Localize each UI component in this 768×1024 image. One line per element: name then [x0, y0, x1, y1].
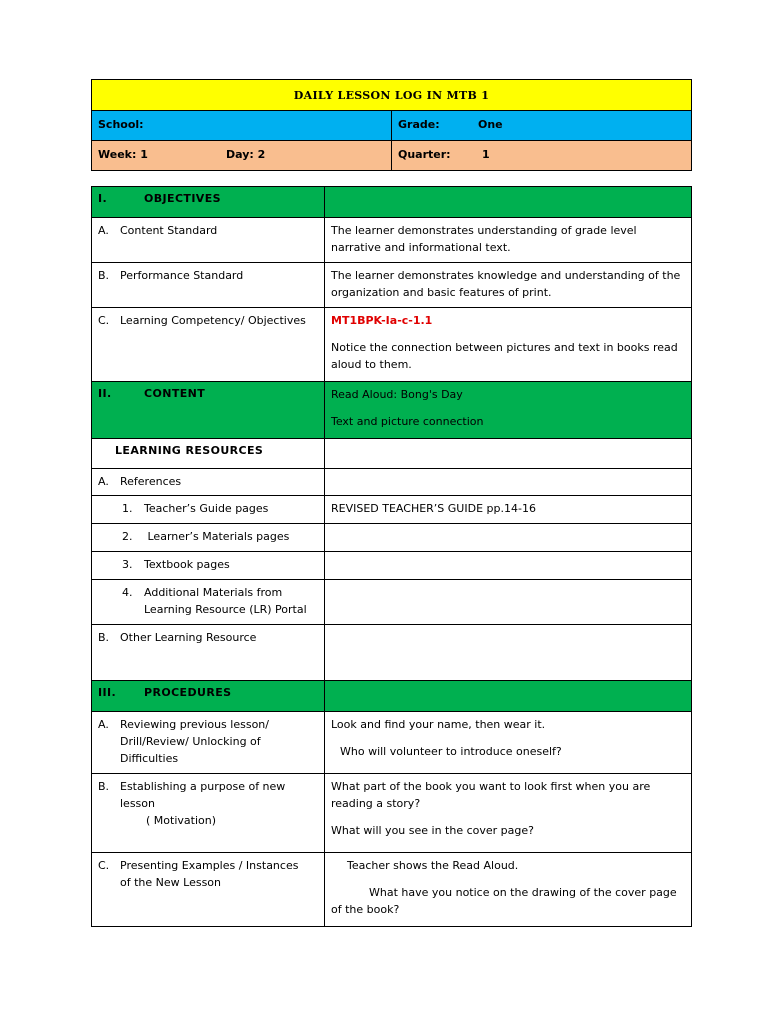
learning-resources-right [325, 439, 692, 469]
competency-label-cell [92, 308, 325, 382]
procedure-c-line-2: What have you notice on the drawing of the cover page of the book? [331, 886, 677, 916]
learning-resources-title: LEARNING RESOURCES [92, 439, 325, 469]
procedure-c-label-cell [92, 853, 325, 927]
other-resource-value [325, 625, 692, 681]
competency-value-cell [325, 308, 692, 382]
procedure-a-value-cell [325, 712, 692, 774]
item-label: Teacher’s Guide pages [144, 502, 269, 515]
quarter-value: 1 [482, 148, 490, 161]
row-label: Performance Standard [120, 269, 244, 282]
item-num: 4. [122, 586, 133, 599]
content-standard-label-cell [92, 218, 325, 263]
procedure-a-line-1: Look and find your name, then wear it. [331, 718, 546, 731]
lesson-table [91, 186, 692, 927]
references-value [325, 469, 692, 496]
section-procedures-right [325, 681, 692, 712]
performance-standard-value: The learner demonstrates knowledge and understanding of the organization and basic features of print. [325, 263, 692, 308]
section-title: CONTENT [144, 387, 206, 400]
procedure-a-label-cell [92, 712, 325, 774]
row-label [120, 778, 300, 829]
performance-standard-label-cell [92, 263, 325, 308]
row-letter: A. [98, 475, 109, 488]
row-label: References [120, 475, 182, 488]
item-value: REVISED TEACHER’S GUIDE pp.14-16 [325, 496, 692, 524]
week-label: Week: 1 [98, 148, 148, 161]
content-standard-value: The learner demonstrates understanding of grade level narrative and informational text. [325, 218, 692, 263]
row-label: Content Standard [120, 224, 218, 237]
section-num: II. [98, 387, 112, 400]
procedure-c-value-cell [325, 853, 692, 927]
quarter-cell [392, 141, 692, 171]
competency-code: MT1BPK-Ia-c-1.1 [331, 314, 433, 327]
grade-cell [392, 111, 692, 141]
procedure-b-sublabel: ( Motivation) [146, 814, 216, 827]
row-letter: B. [98, 269, 110, 282]
resource-item [92, 580, 325, 625]
procedure-b-label-cell [92, 774, 325, 853]
procedure-b-label: Establishing a purpose of new lesson [120, 780, 286, 810]
row-letter: A. [98, 718, 109, 731]
procedure-a-line-2: Who will volunteer to introduce oneself? [340, 745, 562, 758]
item-num: 2. [122, 530, 133, 543]
procedure-b-line-1: What part of the book you want to look first when you are reading a story? [331, 780, 651, 810]
week-day-cell [92, 141, 392, 171]
school-cell [92, 111, 392, 141]
procedure-c-line-1: Teacher shows the Read Aloud. [347, 859, 519, 872]
section-content [92, 382, 325, 439]
item-num: 3. [122, 558, 133, 571]
item-label: Learner’s Materials pages [144, 530, 290, 543]
other-resource-label-cell [92, 625, 325, 681]
resource-item [92, 552, 325, 580]
row-label: Reviewing previous lesson/ Drill/Review/ Unlocking of Difficulties [120, 718, 269, 765]
section-title: OBJECTIVES [144, 192, 221, 205]
day-label: Day: 2 [226, 148, 266, 161]
row-label: Presenting Examples / Instances of the New Lesson [120, 859, 299, 889]
content-line-1: Read Aloud: Bong's Day [331, 388, 463, 401]
procedure-b-line-2: What will you see in the cover page? [331, 824, 534, 837]
row-letter: C. [98, 314, 110, 327]
row-letter: B. [98, 631, 110, 644]
procedure-b-value-cell [325, 774, 692, 853]
school-label: School: [98, 118, 144, 131]
item-label: Textbook pages [144, 558, 230, 571]
header-table [91, 79, 692, 171]
page-title: DAILY LESSON LOG IN MTB 1 [92, 80, 692, 111]
row-letter: C. [98, 859, 110, 872]
row-letter: A. [98, 224, 109, 237]
section-objectives-right [325, 187, 692, 218]
row-label: Other Learning Resource [120, 631, 257, 644]
grade-label: Grade: [398, 118, 440, 131]
content-value-cell [325, 382, 692, 439]
grade-value: One [478, 118, 503, 131]
resource-item [92, 496, 325, 524]
section-num: I. [98, 192, 108, 205]
item-value [325, 580, 692, 625]
section-objectives [92, 187, 325, 218]
references-label-cell [92, 469, 325, 496]
row-label: Learning Competency/ Objectives [120, 314, 306, 327]
item-value [325, 552, 692, 580]
section-num: III. [98, 686, 117, 699]
content-line-2: Text and picture connection [331, 415, 484, 428]
row-letter: B. [98, 780, 110, 793]
item-value [325, 524, 692, 552]
section-procedures [92, 681, 325, 712]
quarter-label: Quarter: [398, 148, 451, 161]
section-title: PROCEDURES [144, 686, 232, 699]
item-num: 1. [122, 502, 133, 515]
item-label: Additional Materials from Learning Resource (LR) Portal [144, 586, 307, 616]
resource-item [92, 524, 325, 552]
competency-value: Notice the connection between pictures and text in books read aloud to them. [331, 341, 678, 371]
